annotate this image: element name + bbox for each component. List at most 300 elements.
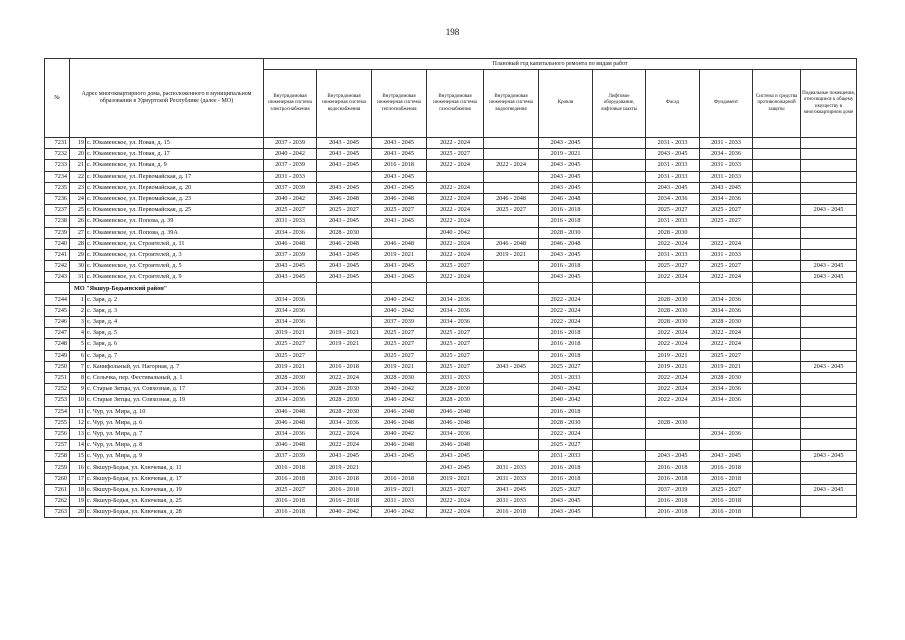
row-id: 7256 xyxy=(45,428,70,439)
row-year-cell: 2019 - 2021 xyxy=(484,249,539,260)
row-year-cell: 2031 - 2033 xyxy=(372,496,427,507)
row-year-cell xyxy=(753,227,801,238)
row-year-cell: 2016 - 2018 xyxy=(539,216,593,227)
row-number: 20 xyxy=(70,149,86,160)
row-year-cell: 2022 - 2024 xyxy=(427,205,484,216)
row-number: 6 xyxy=(70,350,86,361)
row-year-cell: 2022 - 2024 xyxy=(700,339,753,350)
row-year-cell xyxy=(753,193,801,204)
row-id: 7260 xyxy=(45,473,70,484)
row-year-cell: 2025 - 2027 xyxy=(427,350,484,361)
row-number: 15 xyxy=(70,451,86,462)
row-year-cell xyxy=(484,428,539,439)
table-row xyxy=(45,272,857,283)
row-year-cell: 2022 - 2024 xyxy=(427,193,484,204)
row-year-cell: 2022 - 2024 xyxy=(646,372,700,383)
row-year-cell xyxy=(372,227,427,238)
row-year-cell: 2025 - 2027 xyxy=(646,261,700,272)
table-row xyxy=(45,138,857,149)
table-row xyxy=(45,496,857,507)
row-year-cell: 2028 - 2030 xyxy=(427,384,484,395)
row-year-cell xyxy=(753,496,801,507)
header-column: Система и средства противопожарной защиты xyxy=(753,70,801,138)
row-year-cell: 2019 - 2021 xyxy=(372,249,427,260)
row-year-cell: 2046 - 2048 xyxy=(484,193,539,204)
row-year-cell xyxy=(484,372,539,383)
row-year-cell: 2016 - 2018 xyxy=(700,496,753,507)
row-year-cell xyxy=(801,160,857,171)
row-year-cell xyxy=(593,372,646,383)
table-row xyxy=(45,428,857,439)
row-year-cell: 2016 - 2018 xyxy=(646,507,700,518)
row-year-cell: 2028 - 2030 xyxy=(646,317,700,328)
row-address: с. Юкаменское, ул. Новая, д. 15 xyxy=(86,138,264,149)
row-year-cell: 2043 - 2045 xyxy=(801,361,857,372)
row-id: 7236 xyxy=(45,193,70,204)
row-year-cell: 2043 - 2045 xyxy=(700,182,753,193)
row-year-cell xyxy=(646,406,700,417)
header-plan-title: Плановый год капитального ремонта по видам работ xyxy=(264,59,857,70)
row-number: 16 xyxy=(70,462,86,473)
row-year-cell: 2046 - 2048 xyxy=(264,406,317,417)
row-number: 30 xyxy=(70,261,86,272)
row-year-cell: 2046 - 2048 xyxy=(264,238,317,249)
section-empty xyxy=(317,283,372,294)
row-year-cell xyxy=(801,328,857,339)
row-year-cell: 2028 - 2030 xyxy=(539,417,593,428)
table-row xyxy=(45,484,857,495)
row-id: 7253 xyxy=(45,395,70,406)
row-year-cell: 2019 - 2021 xyxy=(264,328,317,339)
header-column: Внутридомовая инженерная система водоотведения xyxy=(484,70,539,138)
row-year-cell: 2022 - 2024 xyxy=(700,272,753,283)
row-year-cell: 2040 - 2042 xyxy=(372,428,427,439)
row-number: 24 xyxy=(70,193,86,204)
row-address: с. Юкаменское, ул. Попова, д. 39 xyxy=(86,216,264,227)
row-year-cell: 2022 - 2024 xyxy=(646,238,700,249)
row-year-cell: 2022 - 2024 xyxy=(646,339,700,350)
row-year-cell: 2028 - 2030 xyxy=(646,417,700,428)
row-year-cell: 2043 - 2045 xyxy=(700,451,753,462)
row-year-cell xyxy=(801,238,857,249)
row-address: с. Заря, д. 7 xyxy=(86,350,264,361)
row-year-cell: 2046 - 2048 xyxy=(372,238,427,249)
row-number: 5 xyxy=(70,339,86,350)
row-year-cell: 2025 - 2027 xyxy=(427,261,484,272)
row-year-cell xyxy=(753,216,801,227)
row-year-cell xyxy=(801,171,857,182)
row-year-cell: 2016 - 2018 xyxy=(317,484,372,495)
row-year-cell: 2016 - 2018 xyxy=(539,350,593,361)
row-year-cell: 2019 - 2021 xyxy=(317,328,372,339)
row-year-cell xyxy=(593,149,646,160)
row-year-cell: 2043 - 2045 xyxy=(539,138,593,149)
row-year-cell xyxy=(484,171,539,182)
row-year-cell xyxy=(593,182,646,193)
row-year-cell xyxy=(801,339,857,350)
row-year-cell: 2031 - 2033 xyxy=(700,160,753,171)
row-year-cell: 2031 - 2033 xyxy=(646,216,700,227)
row-id: 7238 xyxy=(45,216,70,227)
row-id: 7247 xyxy=(45,328,70,339)
row-year-cell xyxy=(801,294,857,305)
row-year-cell xyxy=(801,496,857,507)
row-year-cell: 2034 - 2036 xyxy=(264,294,317,305)
row-year-cell xyxy=(753,138,801,149)
row-year-cell xyxy=(801,384,857,395)
row-year-cell xyxy=(801,462,857,473)
row-year-cell: 2037 - 2039 xyxy=(264,249,317,260)
row-year-cell xyxy=(317,305,372,316)
row-address: с. Канифольный, ул. Нагорная, д. 7 xyxy=(86,361,264,372)
header-column: Фасад xyxy=(646,70,700,138)
row-year-cell: 2034 - 2036 xyxy=(264,395,317,406)
row-year-cell: 2016 - 2018 xyxy=(646,462,700,473)
row-year-cell: 2025 - 2027 xyxy=(700,261,753,272)
row-address: с. Заря, д. 5 xyxy=(86,328,264,339)
row-year-cell: 2022 - 2024 xyxy=(427,182,484,193)
row-year-cell: 2043 - 2045 xyxy=(372,138,427,149)
section-empty xyxy=(646,283,700,294)
row-year-cell xyxy=(427,171,484,182)
row-year-cell: 2031 - 2033 xyxy=(484,462,539,473)
row-year-cell xyxy=(801,417,857,428)
row-number: 14 xyxy=(70,440,86,451)
row-year-cell: 2043 - 2045 xyxy=(801,451,857,462)
row-year-cell: 2022 - 2024 xyxy=(317,440,372,451)
row-address: с. Чур, ул. Мира, д. 10 xyxy=(86,406,264,417)
table-row xyxy=(45,249,857,260)
row-year-cell: 2025 - 2027 xyxy=(700,216,753,227)
row-year-cell xyxy=(484,339,539,350)
row-year-cell xyxy=(593,484,646,495)
row-year-cell xyxy=(753,451,801,462)
row-year-cell: 2016 - 2018 xyxy=(264,473,317,484)
row-address: с. Чур, ул. Мира, д. 9 xyxy=(86,451,264,462)
row-year-cell: 2025 - 2027 xyxy=(484,205,539,216)
row-year-cell xyxy=(484,149,539,160)
row-year-cell: 2025 - 2027 xyxy=(264,484,317,495)
table-row xyxy=(45,339,857,350)
row-address: с. Якшур-Бодья, ул. Ключевая, д. 28 xyxy=(86,507,264,518)
row-year-cell xyxy=(593,361,646,372)
row-id: 7252 xyxy=(45,384,70,395)
row-id: 7249 xyxy=(45,350,70,361)
row-year-cell xyxy=(700,227,753,238)
row-year-cell xyxy=(593,171,646,182)
row-year-cell: 2025 - 2027 xyxy=(427,484,484,495)
row-year-cell: 2043 - 2045 xyxy=(317,249,372,260)
row-address: с. Юкаменское, ул. Первомайская, д. 17 xyxy=(86,171,264,182)
row-id: 7262 xyxy=(45,496,70,507)
row-year-cell: 2034 - 2036 xyxy=(700,149,753,160)
row-year-cell xyxy=(593,428,646,439)
row-id: 7255 xyxy=(45,417,70,428)
row-year-cell: 2031 - 2033 xyxy=(484,496,539,507)
row-address: с. Старые Зятцы, ул. Совхозная, д. 17 xyxy=(86,384,264,395)
row-year-cell xyxy=(753,160,801,171)
row-year-cell xyxy=(801,507,857,518)
row-address: с. Заря, д. 6 xyxy=(86,339,264,350)
row-year-cell: 2046 - 2048 xyxy=(264,440,317,451)
row-year-cell: 2043 - 2045 xyxy=(317,138,372,149)
row-year-cell: 2025 - 2027 xyxy=(646,205,700,216)
row-year-cell: 2022 - 2024 xyxy=(646,328,700,339)
row-year-cell: 2019 - 2021 xyxy=(646,361,700,372)
row-number: 25 xyxy=(70,205,86,216)
row-year-cell: 2043 - 2045 xyxy=(372,182,427,193)
row-year-cell: 2025 - 2027 xyxy=(539,440,593,451)
row-year-cell xyxy=(593,272,646,283)
row-year-cell: 2028 - 2030 xyxy=(317,384,372,395)
row-year-cell: 2022 - 2024 xyxy=(427,216,484,227)
row-year-cell: 2022 - 2024 xyxy=(317,428,372,439)
row-number: 21 xyxy=(70,160,86,171)
row-year-cell xyxy=(593,406,646,417)
row-year-cell: 2025 - 2027 xyxy=(264,350,317,361)
table-row xyxy=(45,384,857,395)
row-year-cell: 2046 - 2048 xyxy=(427,440,484,451)
row-year-cell xyxy=(372,462,427,473)
row-year-cell: 2031 - 2033 xyxy=(539,451,593,462)
row-year-cell xyxy=(593,193,646,204)
row-year-cell: 2046 - 2048 xyxy=(539,193,593,204)
row-id: 7243 xyxy=(45,272,70,283)
row-year-cell xyxy=(801,428,857,439)
row-address: с. Юкаменское, ул. Строителей, д. 9 xyxy=(86,272,264,283)
row-address: с. Якшур-Бодья, ул. Ключевая, д. 25 xyxy=(86,496,264,507)
row-year-cell: 2019 - 2021 xyxy=(427,473,484,484)
row-year-cell xyxy=(317,171,372,182)
row-year-cell: 2034 - 2036 xyxy=(264,317,317,328)
header-address: Адрес многоквартирного дома, расположенного в муниципальном образовании в Удмуртской Республике (далее - МО) xyxy=(70,59,264,138)
row-year-cell: 2022 - 2024 xyxy=(427,238,484,249)
row-year-cell: 2025 - 2027 xyxy=(700,484,753,495)
row-year-cell xyxy=(593,339,646,350)
row-year-cell: 2037 - 2039 xyxy=(372,317,427,328)
row-year-cell xyxy=(484,328,539,339)
row-year-cell xyxy=(593,160,646,171)
row-year-cell: 2043 - 2045 xyxy=(646,182,700,193)
row-year-cell: 2025 - 2027 xyxy=(427,149,484,160)
row-id: 7258 xyxy=(45,451,70,462)
row-address: с. Заря, д. 3 xyxy=(86,305,264,316)
row-year-cell: 2022 - 2024 xyxy=(539,305,593,316)
row-year-cell: 2016 - 2018 xyxy=(372,160,427,171)
row-address: с. Старые Зятцы, ул. Совхозная, д. 19 xyxy=(86,395,264,406)
row-address: с. Якшур-Бодья, ул. Ключевая, д. 11 xyxy=(86,462,264,473)
row-year-cell: 2022 - 2024 xyxy=(539,294,593,305)
row-year-cell xyxy=(753,294,801,305)
row-id: 7254 xyxy=(45,406,70,417)
row-year-cell: 2040 - 2042 xyxy=(372,294,427,305)
row-year-cell xyxy=(801,305,857,316)
row-year-cell: 2016 - 2018 xyxy=(646,473,700,484)
table-row xyxy=(45,372,857,383)
section-empty xyxy=(700,283,753,294)
row-year-cell xyxy=(484,138,539,149)
table-row xyxy=(45,507,857,518)
row-year-cell xyxy=(646,428,700,439)
row-year-cell: 2019 - 2021 xyxy=(317,462,372,473)
row-year-cell: 2034 - 2036 xyxy=(646,193,700,204)
row-id: 7245 xyxy=(45,305,70,316)
row-number: 17 xyxy=(70,473,86,484)
row-address: с. Юкаменское, ул. Первомайская, д. 20 xyxy=(86,182,264,193)
header-column: Внутридомовая инженерная система электроснабжения xyxy=(264,70,317,138)
row-year-cell xyxy=(753,361,801,372)
row-year-cell xyxy=(753,372,801,383)
row-year-cell xyxy=(801,317,857,328)
row-year-cell: 2046 - 2048 xyxy=(372,417,427,428)
row-year-cell: 2043 - 2045 xyxy=(801,484,857,495)
row-year-cell: 2040 - 2042 xyxy=(372,395,427,406)
row-year-cell: 2022 - 2024 xyxy=(484,160,539,171)
row-id: 7251 xyxy=(45,372,70,383)
row-address: с. Юкаменское, ул. Строителей, д. 11 xyxy=(86,238,264,249)
row-year-cell xyxy=(753,395,801,406)
row-year-cell: 2028 - 2030 xyxy=(372,372,427,383)
row-year-cell xyxy=(593,238,646,249)
row-number: 12 xyxy=(70,417,86,428)
table-row xyxy=(45,317,857,328)
row-address: с. Юкаменское, ул. Строителей, д. 3 xyxy=(86,249,264,260)
row-year-cell: 2022 - 2024 xyxy=(539,317,593,328)
row-year-cell: 2022 - 2024 xyxy=(427,160,484,171)
table-row xyxy=(45,182,857,193)
row-year-cell: 2034 - 2036 xyxy=(700,294,753,305)
row-year-cell xyxy=(317,350,372,361)
row-year-cell: 2046 - 2048 xyxy=(317,238,372,249)
row-year-cell xyxy=(593,294,646,305)
row-year-cell: 2034 - 2036 xyxy=(264,384,317,395)
row-year-cell: 2016 - 2018 xyxy=(539,406,593,417)
row-address: с. Заря, д. 4 xyxy=(86,317,264,328)
row-year-cell: 2031 - 2033 xyxy=(539,372,593,383)
row-year-cell: 2043 - 2045 xyxy=(539,272,593,283)
row-id: 7250 xyxy=(45,361,70,372)
row-year-cell xyxy=(484,440,539,451)
row-year-cell xyxy=(753,507,801,518)
table-row xyxy=(45,328,857,339)
row-number: 1 xyxy=(70,294,86,305)
row-year-cell xyxy=(593,462,646,473)
row-year-cell: 2019 - 2021 xyxy=(700,361,753,372)
row-year-cell: 2016 - 2018 xyxy=(484,507,539,518)
row-year-cell xyxy=(593,417,646,428)
row-year-cell xyxy=(700,440,753,451)
header-number: № xyxy=(45,59,70,138)
row-year-cell: 2022 - 2024 xyxy=(700,238,753,249)
row-year-cell: 2034 - 2036 xyxy=(427,428,484,439)
row-year-cell: 2037 - 2039 xyxy=(646,484,700,495)
row-year-cell: 2031 - 2033 xyxy=(700,249,753,260)
row-year-cell: 2031 - 2033 xyxy=(264,171,317,182)
row-year-cell xyxy=(753,473,801,484)
row-year-cell: 2043 - 2045 xyxy=(484,361,539,372)
section-empty xyxy=(539,283,593,294)
row-year-cell: 2028 - 2030 xyxy=(646,305,700,316)
row-year-cell: 2016 - 2018 xyxy=(539,328,593,339)
row-year-cell: 2040 - 2042 xyxy=(264,149,317,160)
row-year-cell: 2037 - 2039 xyxy=(264,451,317,462)
row-year-cell xyxy=(593,395,646,406)
row-year-cell: 2046 - 2048 xyxy=(427,406,484,417)
row-number: 3 xyxy=(70,317,86,328)
row-year-cell: 2043 - 2045 xyxy=(372,149,427,160)
row-year-cell: 2025 - 2027 xyxy=(427,328,484,339)
row-address: с. Чур, ул. Мира, д. 7 xyxy=(86,428,264,439)
row-year-cell: 2043 - 2045 xyxy=(372,261,427,272)
row-year-cell: 2016 - 2018 xyxy=(539,205,593,216)
row-year-cell: 2031 - 2033 xyxy=(700,171,753,182)
row-year-cell xyxy=(753,462,801,473)
row-year-cell xyxy=(593,451,646,462)
row-year-cell: 2043 - 2045 xyxy=(801,205,857,216)
row-year-cell xyxy=(593,473,646,484)
row-year-cell: 2034 - 2036 xyxy=(427,305,484,316)
row-year-cell xyxy=(753,171,801,182)
row-year-cell xyxy=(593,317,646,328)
row-id: 7241 xyxy=(45,249,70,260)
row-year-cell: 2043 - 2045 xyxy=(372,272,427,283)
row-number: 22 xyxy=(70,171,86,182)
row-number: 11 xyxy=(70,406,86,417)
row-year-cell xyxy=(801,216,857,227)
table-row xyxy=(45,193,857,204)
row-number: 28 xyxy=(70,238,86,249)
row-year-cell: 2025 - 2027 xyxy=(539,361,593,372)
row-number: 31 xyxy=(70,272,86,283)
row-year-cell: 2043 - 2045 xyxy=(427,451,484,462)
row-id: 7240 xyxy=(45,238,70,249)
row-address: с. Юкаменское, ул. Попова, д. 39А xyxy=(86,227,264,238)
row-year-cell xyxy=(484,182,539,193)
row-year-cell: 2046 - 2048 xyxy=(372,193,427,204)
row-year-cell: 2025 - 2027 xyxy=(427,361,484,372)
row-year-cell: 2043 - 2045 xyxy=(317,182,372,193)
row-year-cell: 2034 - 2036 xyxy=(700,428,753,439)
row-year-cell: 2043 - 2045 xyxy=(372,171,427,182)
row-year-cell: 2034 - 2036 xyxy=(700,193,753,204)
row-year-cell: 2043 - 2045 xyxy=(317,451,372,462)
table-row xyxy=(45,305,857,316)
row-year-cell: 2037 - 2039 xyxy=(264,138,317,149)
row-year-cell xyxy=(801,406,857,417)
row-year-cell xyxy=(753,406,801,417)
row-year-cell: 2043 - 2045 xyxy=(646,149,700,160)
header-column: Лифтовое оборудование, лифтовые шахты xyxy=(593,70,646,138)
row-year-cell xyxy=(801,372,857,383)
row-year-cell: 2025 - 2027 xyxy=(539,484,593,495)
row-year-cell: 2028 - 2030 xyxy=(539,227,593,238)
row-year-cell xyxy=(484,451,539,462)
row-number: 23 xyxy=(70,182,86,193)
row-id: 7244 xyxy=(45,294,70,305)
row-address: с. Юкаменское, ул. Первомайская, д. 25 xyxy=(86,205,264,216)
row-year-cell: 2028 - 2030 xyxy=(700,317,753,328)
row-year-cell: 2019 - 2021 xyxy=(372,484,427,495)
row-number: 19 xyxy=(70,138,86,149)
row-year-cell: 2016 - 2018 xyxy=(539,261,593,272)
header-column: Внутридомовая инженерная система водоснабжения xyxy=(317,70,372,138)
row-number: 19 xyxy=(70,496,86,507)
row-year-cell: 2037 - 2039 xyxy=(264,182,317,193)
row-year-cell: 2031 - 2033 xyxy=(484,473,539,484)
header-column: Кровля xyxy=(539,70,593,138)
row-year-cell: 2043 - 2045 xyxy=(264,272,317,283)
section-empty xyxy=(484,283,539,294)
